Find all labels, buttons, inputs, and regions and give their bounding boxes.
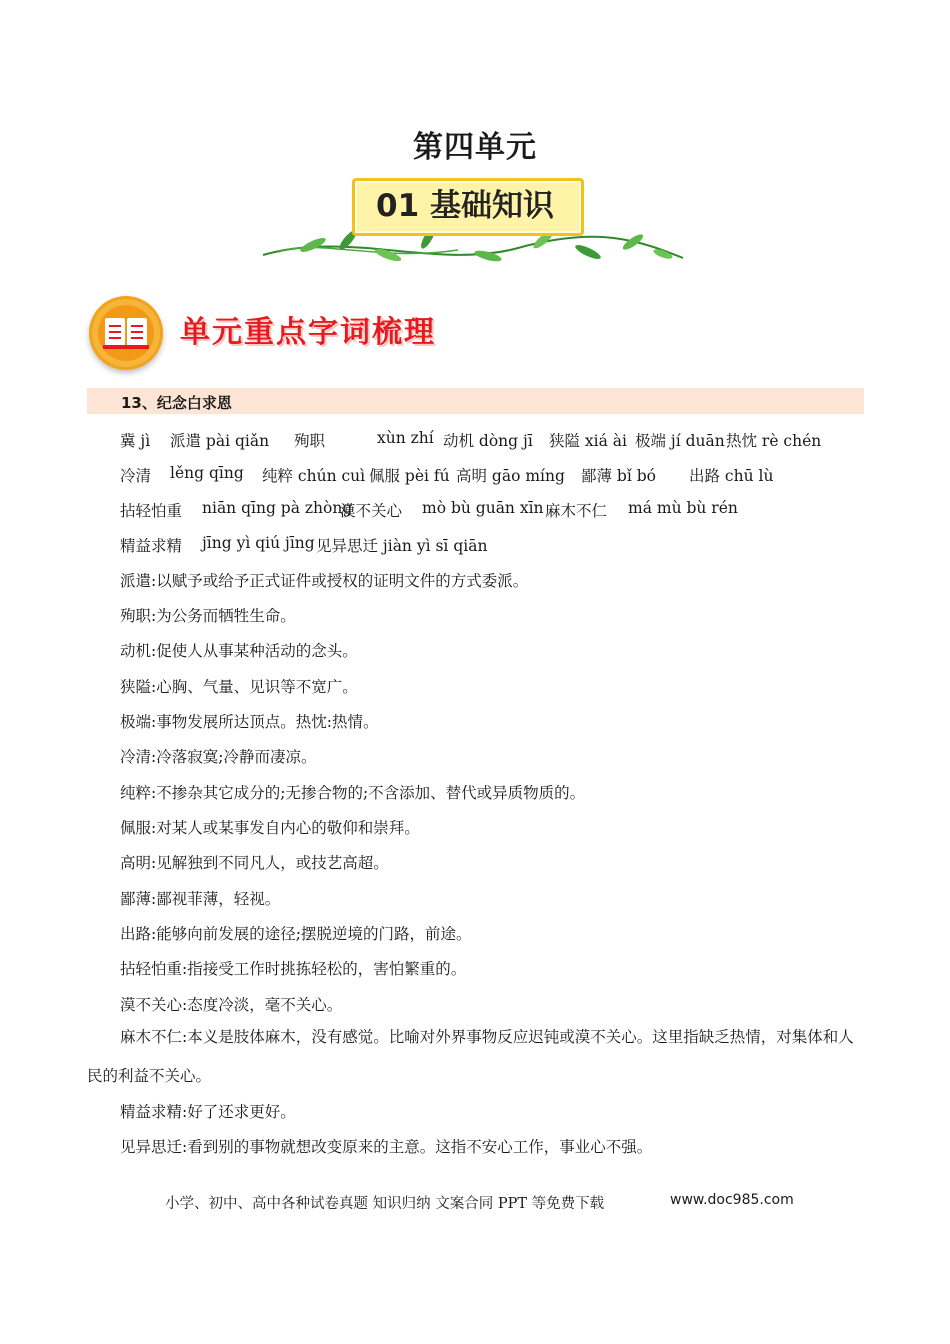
definition-line: 冷清:冷落寂寞;冷静而凄凉。 [120,748,317,766]
vocab-word: 拈轻怕重 [120,502,183,520]
footer-site-link[interactable]: www.doc985.com [670,1192,794,1208]
vocab-word: 高明 gāo míng [456,467,565,485]
definition-line: 拈轻怕重:指接受工作时挑拣轻松的，害怕繁重的。 [120,960,467,978]
definition-line: 出路:能够向前发展的途径;摆脱逆境的门路，前途。 [120,925,472,943]
vocab-word: 精益求精 [120,537,183,555]
vocab-word: 狭隘 xiá ài [549,432,627,450]
vocab-word: niān qīng pà zhòng [202,499,353,517]
definition-line: 鄙薄:鄙视菲薄，轻视。 [120,890,281,908]
lesson-title-bar [87,388,864,414]
vocab-word: 鄙薄 bǐ bó [581,467,656,485]
definition-line: 动机:促使人从事某种活动的念头。 [120,642,358,660]
definition-line: 佩服:对某人或某事发自内心的敬仰和崇拜。 [120,819,420,837]
vocab-word: xùn zhí [377,429,434,447]
vocab-word: 纯粹 chún cuì [262,467,366,485]
footer [165,1192,794,1213]
vocab-word: má mù bù rén [628,499,738,517]
vocab-word: 动机 dòng jī [443,432,533,450]
vocab-word: jīng yì qiú jīng [202,534,315,552]
vocab-word: 派遣 pài qiǎn [170,432,270,450]
unit-title: 第四单元 [413,130,537,165]
vocab-word: 极端 jí duān [635,432,725,450]
definition-line: 精益求精:好了还求更好。 [120,1103,296,1121]
vocab-word: 冷清 [120,467,152,485]
definition-line: 派遣:以赋予或给予正式证件或授权的证明文件的方式委派。 [120,572,529,590]
definition-line: 纯粹:不掺杂其它成分的;无掺合物的;不含添加、替代或异质物质的。 [120,784,586,802]
definition-paragraph: 麻木不仁:本义是肢体麻木，没有感觉。比喻对外界事物反应迟钝或漠不关心。这里指缺乏热情，对集体和人民的利益不关心。 [87,1028,854,1085]
banner [258,170,688,270]
lesson-title: 13、纪念白求恩 [121,394,232,412]
vocab-word: 热忱 rè chén [726,432,822,450]
definition-line: 高明:见解独到不同凡人，或技艺高超。 [120,854,389,872]
vocab-word: 殉职 [294,432,326,450]
vocab-word: 出路 chū lù [689,467,774,485]
banner-title: 01 基础知识 [376,188,554,224]
section-heading: 单元重点字词梳理 [180,315,436,350]
definition-line: 极端:事物发展所达顶点。热忱:热情。 [120,713,379,731]
definition-line: 殉职:为公务而牺牲生命。 [120,607,296,625]
definition-line: 狭隘:心胸、气量、见识等不宽广。 [120,678,358,696]
footer-text: 小学、初中、高中各种试卷真题 知识归纳 文案合同 PPT 等免费下载 [165,1196,605,1212]
vocab-word: 见异思迁 jiàn yì sī qiān [316,537,488,555]
vocab-word: lěng qīng [170,464,244,482]
vocab-word: mò bù guān xīn [422,499,544,517]
vocab-word: 麻木不仁 [545,502,608,520]
book-icon [89,296,163,370]
vocab-word: 佩服 pèi fú [369,467,450,485]
definition-line: 见异思迁:看到别的事物就想改变原来的主意。这指不安心工作，事业心不强。 [120,1138,653,1156]
vocab-word: 漠不关心 [340,502,403,520]
vocab-word: 冀 jì [120,432,151,450]
definition-line: 漠不关心:态度冷淡，毫不关心。 [120,996,343,1014]
